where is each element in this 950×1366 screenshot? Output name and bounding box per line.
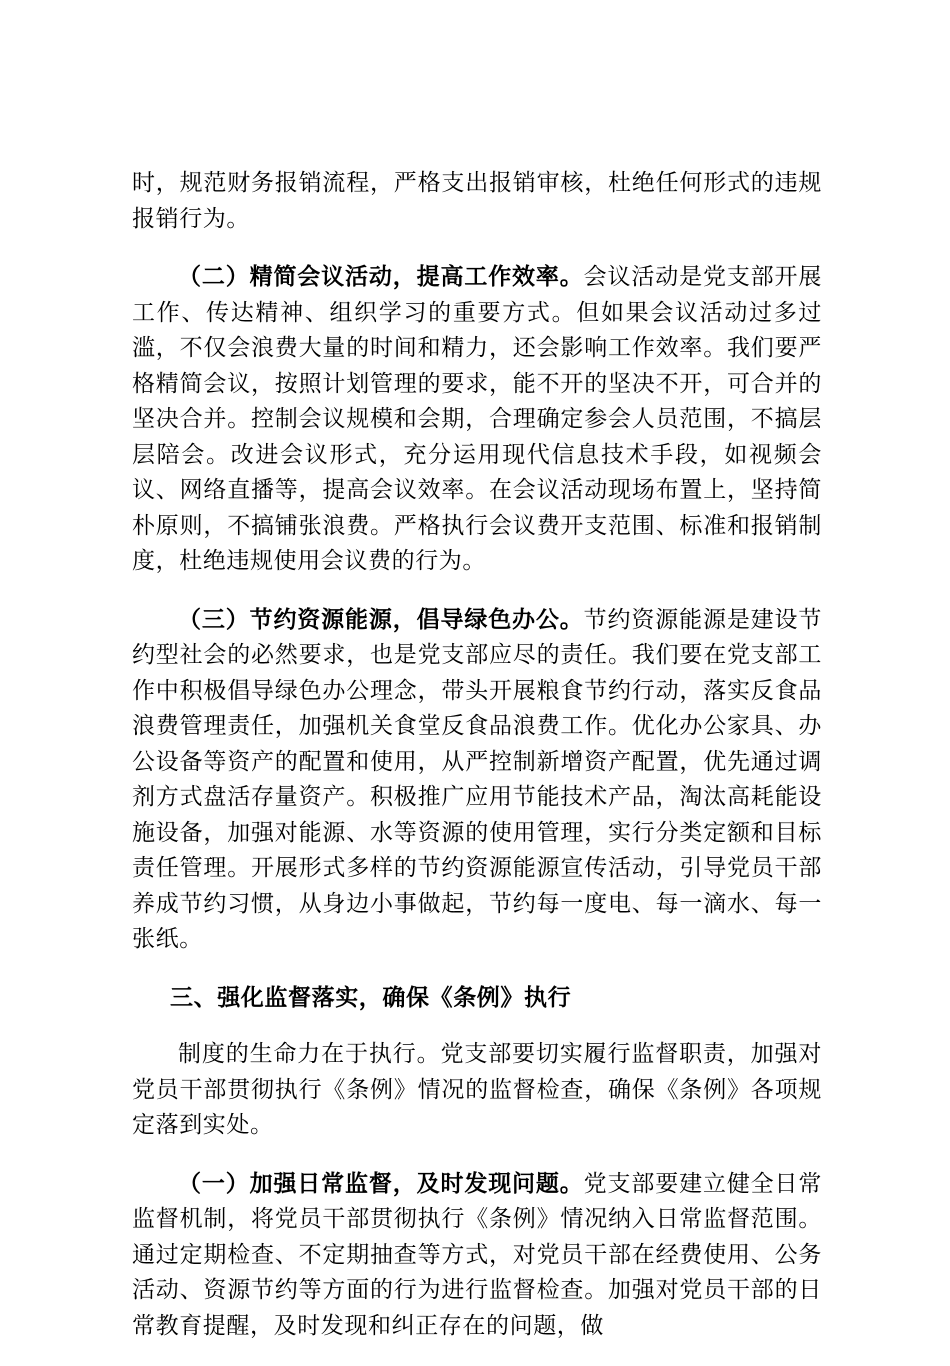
paragraph-continuation xyxy=(132,166,822,237)
paragraph-lead: （二）精简会议活动，提高工作效率。 xyxy=(178,263,584,290)
paragraph-lead: （三）节约资源能源，倡导绿色办公。 xyxy=(178,605,584,633)
paragraph-text: 党支部要建立健全日常监督机制，将党员干部贯彻执行《条例》情况纳入日常监督范围。通过定期检查、不定期抽查等方式，对党员干部在经费使用、公务活动、资源节约等方面的行为进行监督检查。加强对党员干部的日常教育提醒，及时发现和纠正存在的问题，做 xyxy=(132,1170,823,1339)
paragraph-daily-supervision xyxy=(132,1166,822,1345)
document-page xyxy=(132,166,822,1366)
paragraph-supervision-intro xyxy=(132,1037,822,1144)
paragraph-text: 制度的生命力在于执行。党支部要切实履行监督职责，加强对党员干部贯彻执行《条例》情况的监督检查，确保《条例》各项规定落到实处。 xyxy=(132,1041,822,1138)
paragraph-text: 时，规范财务报销流程，严格支出报销审核，杜绝任何形式的违规报销行为。 xyxy=(132,170,822,232)
paragraph-meeting-activities xyxy=(132,259,822,580)
paragraph-text: 会议活动是党支部开展工作、传达精神、组织学习的重要方式。但如果会议活动过多过滥，不仅会浪费大量的时间和精力，还会影响工作效率。我们要严格精简会议，按照计划管理的要求，能不开的坚决不开，可合并的坚决合并。控制会议规模和会期，合理确定参会人员范围，不搞层层陪会。改进会议形式，充分运用现代信息技术手段，如视频会议、网络直播等，提高会议效率。在会议活动现场布置上，坚持简朴原则，不搞铺张浪费。严格执行会议费开支范围、标准和报销制度，杜绝违规使用会议费的行为。 xyxy=(132,264,823,574)
paragraph-text: 节约资源能源是建设节约型社会的必然要求，也是党支部应尽的责任。我们要在党支部工作中积极倡导绿色办公理念，带头开展粮食节约行动，落实反食品浪费管理责任，加强机关食堂反食品浪费工作。优化办公家具、办公设备等资产的配置和使用，从严控制新增资产配置，优先通过调剂方式盘活存量资产。积极推广应用节能技术产品，淘汰高耗能设施设备，加强对能源、水等资源的使用管理，实行分类定额和目标责任管理。开展形式多样的节约资源能源宣传活动，引导党员干部养成节约习惯，从身边小事做起，节约每一度电、每一滴水、每一张纸。 xyxy=(132,606,823,952)
paragraph-lead: （一）加强日常监督，及时发现问题。 xyxy=(178,1169,584,1197)
section-heading: 三、强化监督落实，确保《条例》执行 xyxy=(170,983,572,1011)
paragraph-resource-saving xyxy=(132,602,822,958)
